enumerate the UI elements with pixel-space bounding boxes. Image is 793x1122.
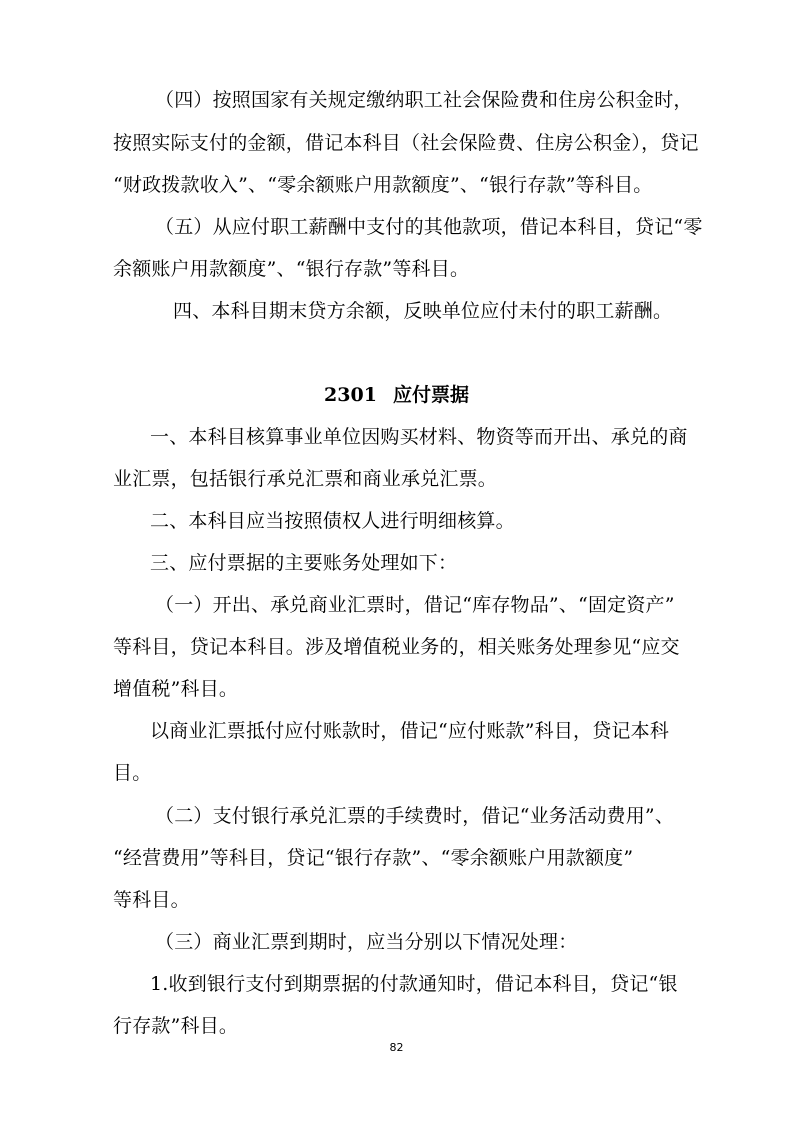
paragraph-line: “经营费用”等科目，贷记“银行存款”、“零余额账户用款额度”	[113, 847, 634, 869]
paragraph-line: 一、本科目核算事业单位因购买材料、物资等而开出、承兑的商	[150, 426, 688, 448]
paragraph-line: （一）开出、承兑商业汇票时，借记“库存物品”、“固定资产”	[155, 594, 675, 616]
paragraph-line: （五）从应付职工薪酬中支付的其他款项，借记本科目，贷记“零	[155, 216, 703, 238]
paragraph-line: 四、本科目期末贷方余额，反映单位应付未付的职工薪酬。	[173, 300, 673, 322]
paragraph-line: 行存款”科目。	[113, 1015, 239, 1037]
page-number: 82	[389, 1041, 404, 1054]
paragraph-line: （二）支付银行承兑汇票的手续费时，借记“业务活动费用”、	[155, 805, 675, 827]
paragraph-line: （三）商业汇票到期时，应当分别以下情况处理：	[155, 931, 578, 953]
paragraph-line: 目。	[113, 762, 152, 784]
paragraph-line: 以商业汇票抵付应付账款时，借记“应付账款”科目，贷记本科	[150, 720, 670, 742]
section-code: 2301	[324, 384, 377, 406]
paragraph-line: 二、本科目应当按照债权人进行明细核算。	[150, 510, 515, 532]
paragraph-line: 余额账户用款额度”、“银行存款”等科目。	[113, 258, 470, 280]
paragraph-line: 业汇票，包括银行承兑汇票和商业承兑汇票。	[113, 468, 498, 490]
paragraph-line: “财政拨款收入”、“零余额账户用款额度”、“银行存款”等科目。	[113, 174, 653, 196]
section-heading	[0, 383, 793, 407]
paragraph-line: 三、应付票据的主要账务处理如下：	[150, 552, 458, 574]
paragraph-line: 增值税”科目。	[113, 678, 239, 700]
section-title: 应付票据	[392, 384, 469, 406]
paragraph-line: 等科目，贷记本科目。涉及增值税业务的，相关账务处理参见“应交	[113, 636, 680, 658]
paragraph-line: （四）按照国家有关规定缴纳职工社会保险费和住房公积金时，	[155, 89, 693, 111]
paragraph-line: 1.收到银行支付到期票据的付款通知时，借记本科目，贷记“银	[150, 973, 678, 995]
paragraph-line: 等科目。	[113, 889, 190, 911]
paragraph-line: 按照实际支付的金额，借记本科目（社会保险费、住房公积金），贷记	[113, 132, 699, 154]
